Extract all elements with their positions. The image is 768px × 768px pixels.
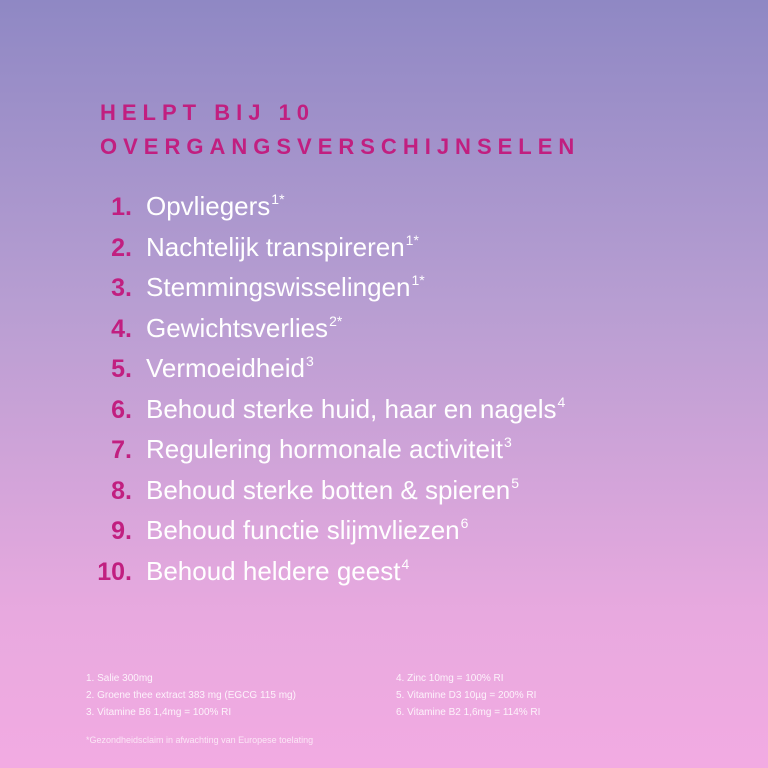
item-footnote-ref: 3 bbox=[503, 434, 512, 450]
item-footnote-ref: 4 bbox=[557, 393, 566, 410]
footnote-4: 4. Zinc 10mg = 100% RI bbox=[396, 673, 504, 684]
symptom-list bbox=[80, 186, 700, 591]
item-footnote-ref: 1* bbox=[411, 272, 425, 288]
footnote-6: 6. Vitamine B2 1,6mg = 114% RI bbox=[396, 707, 541, 718]
item-text: Stemmingswisselingen bbox=[146, 272, 411, 302]
list-item bbox=[80, 267, 700, 308]
item-footnote-ref: 1* bbox=[405, 231, 419, 248]
list-item bbox=[80, 227, 700, 268]
item-number: 2. bbox=[111, 233, 132, 262]
item-number: 5. bbox=[111, 355, 132, 383]
list-item bbox=[80, 470, 700, 511]
item-number: 10. bbox=[97, 557, 132, 586]
item-text: Behoud sterke huid, haar en nagels bbox=[146, 393, 557, 424]
item-footnote-ref: 6 bbox=[460, 515, 469, 531]
item-footnote-ref: 5 bbox=[511, 474, 520, 491]
item-footnote-ref: 2* bbox=[329, 312, 343, 329]
item-footnote-ref: 3 bbox=[306, 353, 314, 369]
list-item bbox=[80, 186, 700, 227]
item-text: Regulering hormonale activiteit bbox=[146, 434, 503, 464]
footnotes-left bbox=[86, 670, 296, 721]
list-item bbox=[80, 389, 700, 430]
heading bbox=[100, 96, 580, 164]
item-text: Opvliegers bbox=[146, 191, 271, 221]
footnote-5: 5. Vitamine D3 10µg = 200% RI bbox=[396, 690, 537, 701]
list-item bbox=[80, 551, 700, 592]
list-item bbox=[80, 429, 700, 470]
item-text: Gewichtsverlies bbox=[146, 312, 329, 343]
item-number: 7. bbox=[111, 436, 132, 464]
footnote-1: 1. Salie 300mg bbox=[86, 673, 153, 684]
item-text: Nachtelijk transpireren bbox=[146, 231, 405, 262]
item-number: 8. bbox=[111, 476, 132, 505]
heading-line-1: HELPT BIJ 10 bbox=[100, 100, 316, 125]
list-item bbox=[80, 348, 700, 389]
item-number: 9. bbox=[111, 517, 132, 545]
item-number: 3. bbox=[111, 274, 132, 302]
disclaimer: *Gezondheidsclaim in afwachting van Europese toelating bbox=[86, 735, 314, 745]
item-footnote-ref: 4 bbox=[401, 555, 410, 572]
item-text: Vermoeidheid bbox=[146, 353, 305, 383]
list-item bbox=[80, 510, 700, 551]
footnote-2: 2. Groene thee extract 383 mg (EGCG 115 mg) bbox=[86, 690, 296, 701]
item-footnote-ref: 1* bbox=[271, 191, 285, 207]
item-number: 4. bbox=[111, 314, 132, 343]
item-text: Behoud functie slijmvliezen bbox=[146, 515, 460, 545]
item-number: 1. bbox=[111, 193, 132, 221]
heading-line-2: OVERGANGSVERSCHIJNSELEN bbox=[100, 134, 581, 159]
item-text: Behoud heldere geest bbox=[146, 555, 401, 586]
item-text: Behoud sterke botten & spieren bbox=[146, 474, 511, 505]
footnote-3: 3. Vitamine B6 1,4mg = 100% RI bbox=[86, 707, 232, 718]
list-item bbox=[80, 308, 700, 349]
footnotes-right bbox=[396, 670, 540, 721]
item-number: 6. bbox=[111, 395, 132, 424]
